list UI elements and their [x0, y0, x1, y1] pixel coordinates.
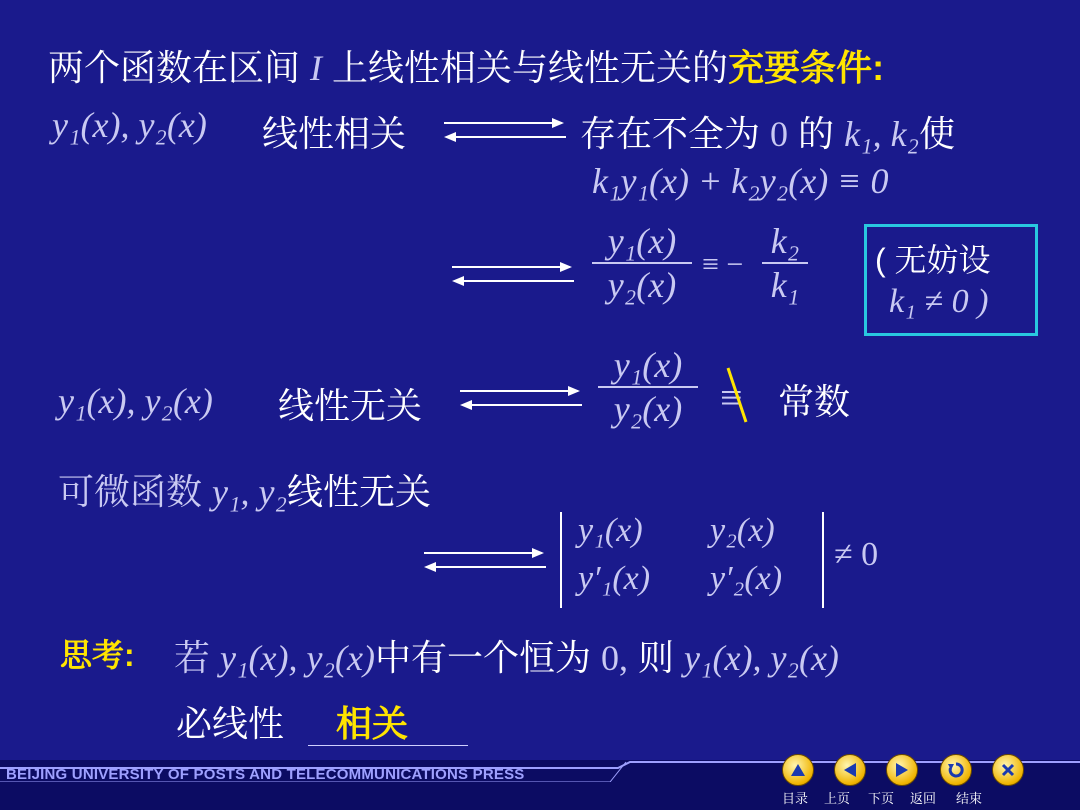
note-box — [864, 224, 1038, 336]
ratio-den: y₂(x) — [607, 265, 677, 305]
title-pre: 两个函数在区间 — [48, 47, 301, 88]
think-funcs2: y₁(x), y₂(x) — [684, 638, 839, 678]
line4-indep: 线性无关 — [278, 385, 423, 426]
cond-ks: k₁, k₂ — [844, 114, 920, 154]
think-line2: 必线性 — [176, 703, 285, 744]
nav-label-return[interactable]: 返回 — [910, 792, 937, 807]
det-a21: y′₁(x) — [578, 560, 651, 597]
ratio-fraction-2 — [598, 344, 698, 430]
det-a22: y′₂(x) — [710, 560, 783, 597]
line4-funcs: y₁(x), y₂(x) — [58, 381, 213, 421]
think-zero: 0, — [600, 638, 628, 678]
cond-a: 存在不全为 — [580, 113, 761, 154]
next-page-button[interactable] — [886, 754, 918, 786]
triangle-up-icon — [790, 763, 806, 777]
line1-funcs: y₁(x), y₂(x) — [52, 105, 207, 145]
ratio-fraction — [592, 220, 692, 306]
det-right-bar — [822, 512, 824, 608]
k-fraction — [762, 220, 808, 306]
line5 — [58, 464, 431, 515]
linear-combination: k₁y₁(x) + k₂y₂(x) ≡ 0 — [592, 161, 889, 201]
det-rhs: ≠ 0 — [834, 536, 879, 573]
ratio-num: y₁(x) — [607, 221, 677, 261]
answer-underline — [308, 745, 468, 746]
title-post: 上线性相关与线性无关的 — [332, 47, 729, 88]
ratio-op: ≡ − — [702, 248, 744, 281]
note-line1: ( 无妨设 — [875, 242, 991, 278]
equiv-arrow-1 — [440, 112, 570, 148]
strike-mark — [722, 366, 756, 426]
publisher-name: BEIJING UNIVERSITY OF POSTS AND TELECOMMUNICATIONS PRESS — [6, 766, 525, 783]
cond-b: 的 — [798, 113, 835, 154]
cond-c: 使 — [919, 113, 956, 154]
think-mid: 中有一个恒为 — [374, 637, 591, 678]
k-num: k₂ — [770, 221, 800, 261]
line5-pre: 可微函数 — [58, 472, 203, 513]
ratio-den-2: y₂(x) — [613, 389, 683, 429]
end-button[interactable] — [992, 754, 1024, 786]
note-line2: k₁ ≠ 0 ) — [889, 283, 989, 320]
line1-dep: 线性相关 — [262, 113, 407, 154]
title-colon: : — [872, 47, 885, 88]
title-highlight: 充要条件 — [728, 47, 873, 88]
title-var: I — [310, 48, 323, 88]
ratio-num-2: y₁(x) — [613, 345, 683, 385]
return-button[interactable] — [940, 754, 972, 786]
prev-page-button[interactable] — [834, 754, 866, 786]
k-den: k₁ — [770, 265, 800, 305]
det-a11: y₁(x) — [578, 512, 643, 549]
det-left-bar — [560, 512, 562, 608]
think-label: 思考: — [60, 637, 135, 673]
contents-button[interactable] — [782, 754, 814, 786]
triangle-left-icon — [842, 762, 858, 778]
triangle-right-icon — [894, 762, 910, 778]
close-icon — [1001, 763, 1015, 777]
const-label: 常数 — [778, 381, 851, 422]
think-then: 则 — [637, 637, 674, 678]
think-line1 — [174, 630, 839, 681]
equiv-sign: ≡ — [720, 375, 743, 420]
line5-funcs: y₁, y₂ — [212, 472, 288, 512]
equiv-arrow-2 — [448, 256, 578, 292]
equiv-arrow-3 — [456, 380, 586, 416]
return-arrow-icon — [947, 761, 965, 779]
think-ruo: 若 — [174, 638, 211, 679]
nav-label-end[interactable]: 结束 — [956, 792, 983, 807]
cond-zero: 0 — [770, 114, 789, 154]
nav-label-contents[interactable]: 目录 — [782, 792, 809, 807]
line1-cond — [580, 106, 955, 157]
line5-indep: 线性无关 — [287, 471, 432, 512]
think-funcs: y₁(x), y₂(x) — [220, 638, 375, 678]
nav-label-next[interactable]: 下页 — [868, 792, 895, 807]
slide-title — [48, 40, 884, 91]
det-a12: y₂(x) — [710, 512, 775, 549]
answer-text: 相关 — [336, 703, 409, 744]
equiv-arrow-4 — [420, 542, 550, 578]
nav-label-prev[interactable]: 上页 — [824, 792, 851, 807]
